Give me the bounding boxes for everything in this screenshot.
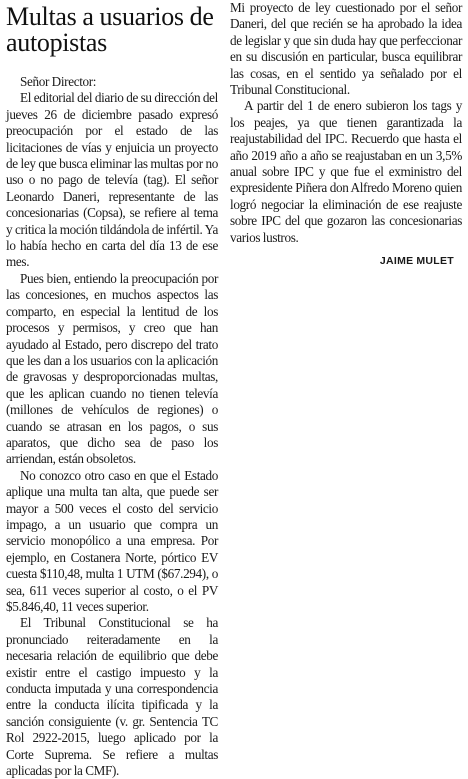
- article-column-left: [6, 0, 218, 779]
- article-title: Multas a usuarios de autopistas: [6, 2, 214, 57]
- body-paragraph: No conozco otro caso en que el Estado aplique una multa tan alta, que puede ser mayor a 500 veces el costo del servicio impago, a un usuario que compra un servicio monopólico a una empresa. Por ejemplo, en Costanera Norte, pórtico EV cuesta $110,48, multa 1 UTM ($67.294), o sea, 611 veces superior al costo, o el PV $5.846,40, 11 veces superior.: [6, 467, 218, 614]
- salutation: Señor Director:: [20, 74, 97, 89]
- article-body-right: [230, 0, 462, 246]
- article-body-left: [6, 90, 218, 779]
- body-paragraph: A partir del 1 de enero subieron los tags y los peajes, ya que tienen garantizada la reajustabilidad del IPC. Recuerdo que hasta el año 2019 año a año se reajustaban en un 3,5% anual sobre IPC y que fue el exministro del expresidente Piñera don Alfredo Moreno quien logró negociar la eliminación de ese reajuste sobre IPC del que gozaron las concesionarias varios lustros.: [230, 98, 462, 245]
- body-paragraph: El editorial del diario de su dirección del jueves 26 de diciembre pasado expresó preocupación por el estado de las licitaciones de vías y enjuicia un proyecto de ley que busca eliminar las multas por no uso o no pago de televía (tag). El señor Leonardo Daneri, representante de las concesionarias (Copsa), se refiere al tema y critica la moción tildándola de infértil. Ya lo había hecho en carta del día 13 de ese mes.: [6, 90, 218, 270]
- letter-signature: JAIME MULET: [379, 255, 454, 268]
- body-paragraph: Mi proyecto de ley cuestionado por el señor Daneri, del que recién se ha aprobado la idea de legislar y que sin duda hay que perfeccionar en su discusión en particular, busca equilibrar las cosas, en el sentido ya señalado por el Tribunal Constitucional.: [230, 0, 462, 98]
- body-paragraph: El Tribunal Constitucional se ha pronunciado reiteradamente en la necesaria relación de equilibrio que debe existir entre el castigo impuesto y la conducta imputada y una correspondencia entre la conducta ilícita tipificada y la sanción consiguiente (v. gr. Sentencia TC Rol 2922-2015, luego aplicado por la Corte Suprema. Se refiere a multas aplicadas por la CMF).: [6, 615, 218, 779]
- body-paragraph: Pues bien, entiendo la preocupación por las concesiones, en muchos aspectos las comparto, en especial la lentitud de los procesos y permisos, y creo que han ayudado al Estado, pero discrepo del trato que les dan a los usuarios con la aplicación de gravosas y desproporcionadas multas, que les aplican cuando no tienen televía (millones de vehículos de regiones) o cuando se atrasan en los pagos, o sus aparatos, que dicho sea de paso los arriendan, están obsoletos.: [6, 270, 218, 467]
- article-column-right: [230, 0, 462, 270]
